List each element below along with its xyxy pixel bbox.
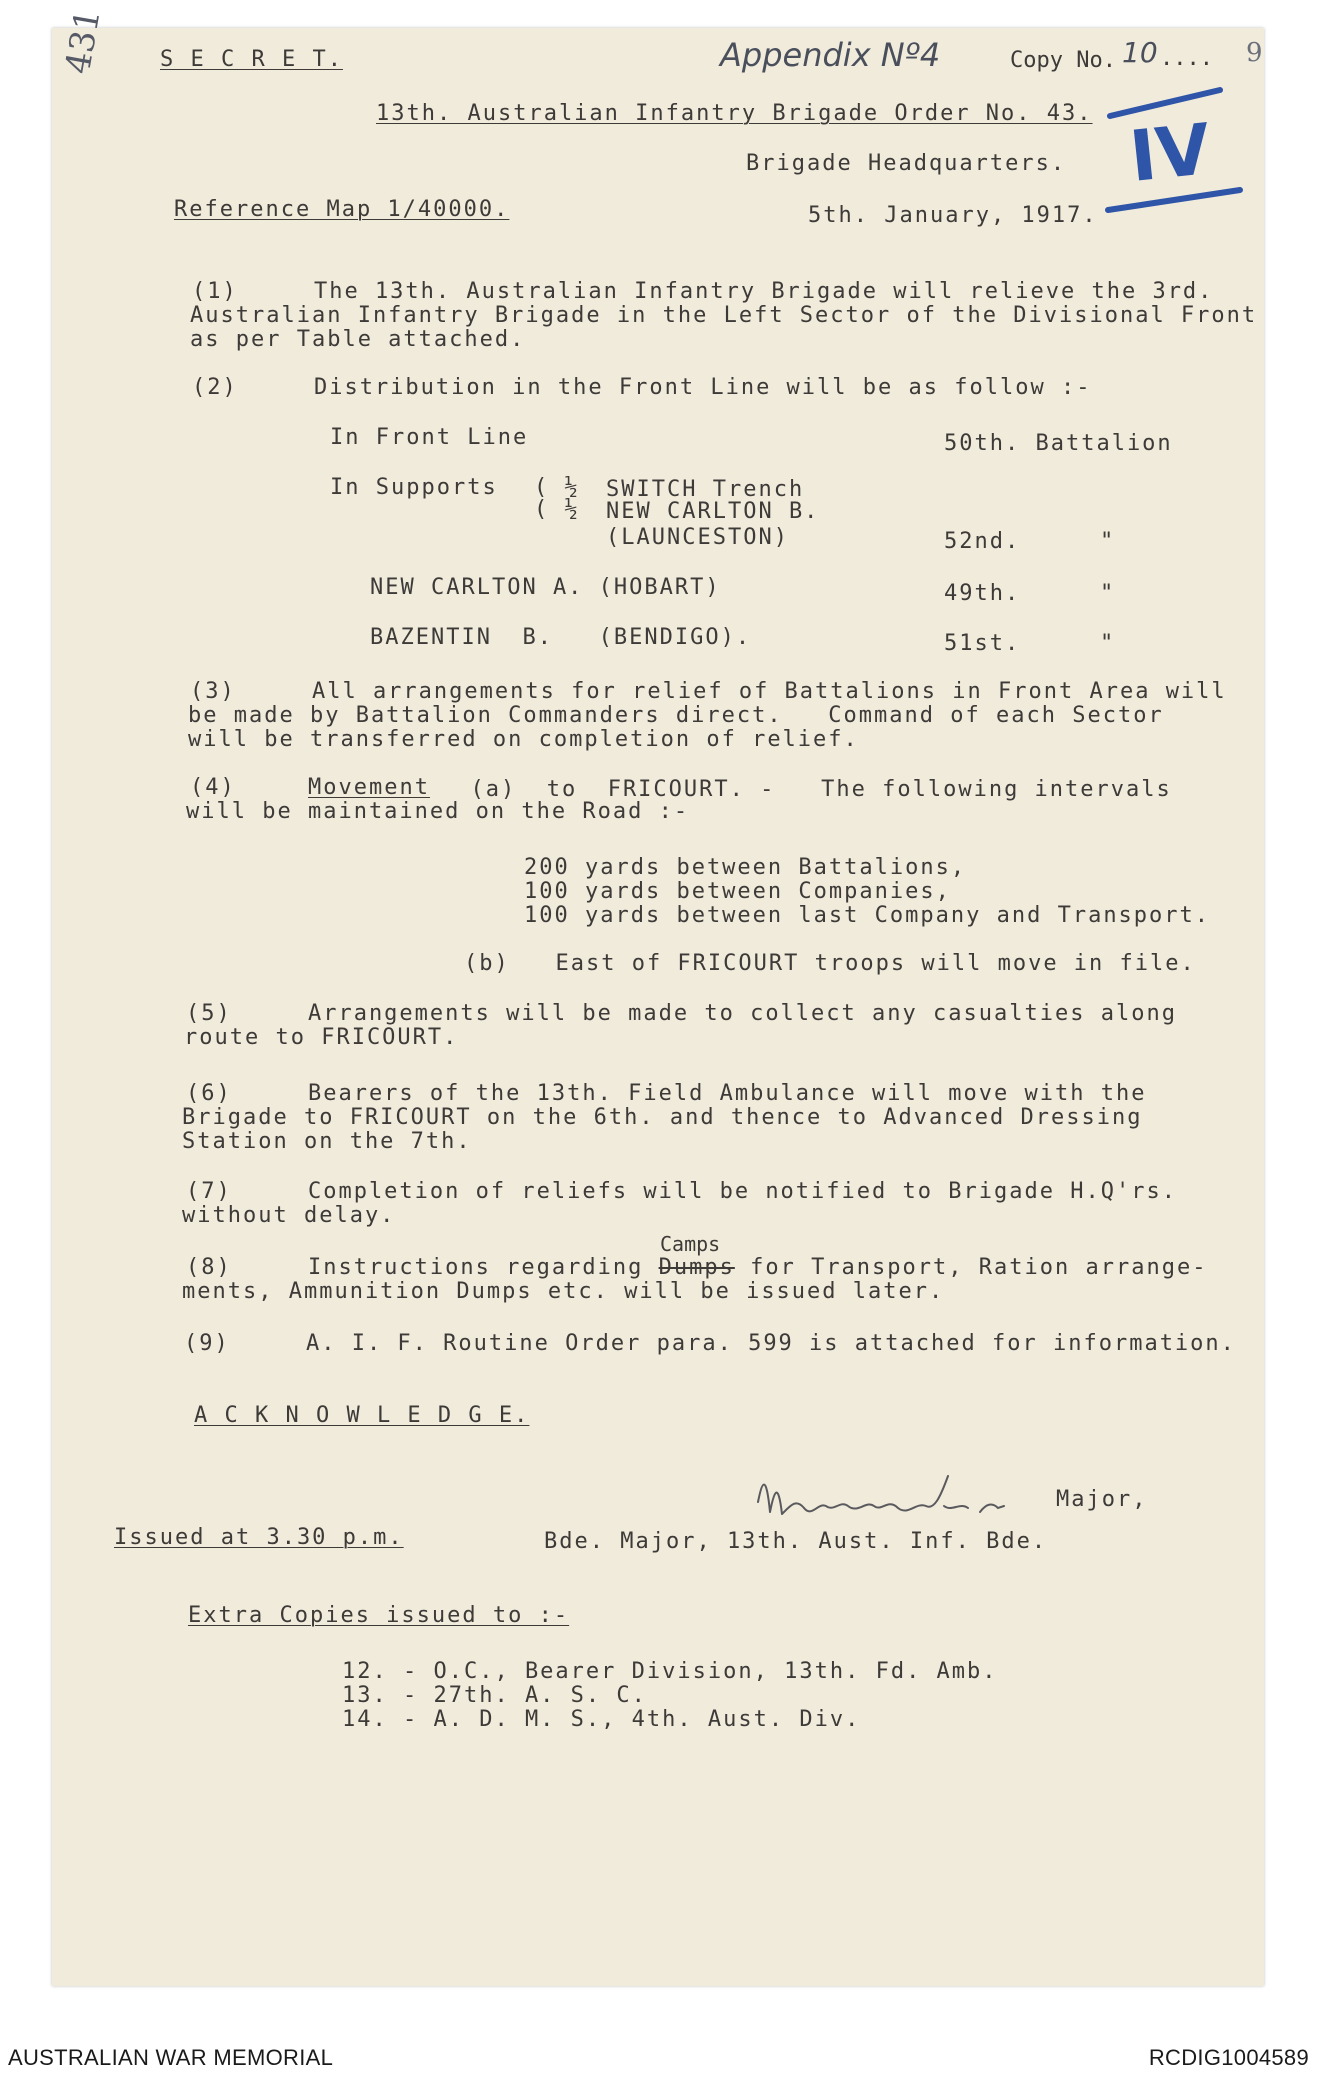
reference-map: Reference Map 1/40000. <box>174 197 510 222</box>
appendix-annotation: Appendix Nº4 <box>720 36 941 74</box>
supports-label: In Supports <box>330 475 498 500</box>
interval-battalions: 200 yards between Battalions, <box>524 855 967 880</box>
para-7-line-2: without delay. <box>182 1203 396 1228</box>
location: Brigade Headquarters. <box>746 151 1067 176</box>
para-6-line-2: Brigade to FRICOURT on the 6th. and thence to Advanced Dressing <box>182 1105 1143 1130</box>
bendigo-row-unit: 51st. <box>944 631 1021 656</box>
secret-heading: S E C R E T. <box>160 47 343 72</box>
supports-new-carlton-b: NEW CARLTON B. <box>606 499 820 524</box>
para-3-line-1: (3) All arrangements for relief of Battalions in Front Area will <box>190 679 1227 704</box>
para-8-text-b: for Transport, Ration arrange- <box>734 1255 1208 1280</box>
para-8-line-2: ments, Ammunition Dumps etc. will be issued later. <box>182 1279 945 1304</box>
extra-copy-13: 13. - 27th. A. S. C. <box>342 1683 647 1708</box>
para-4-sub-b: (b) East of FRICOURT troops will move in file. <box>464 951 1196 976</box>
front-line-unit: 50th. Battalion <box>944 431 1173 456</box>
ditto-mark: " <box>1100 581 1116 606</box>
front-line-label: In Front Line <box>330 425 529 450</box>
para-4-movement: Movement <box>308 775 430 800</box>
extra-copies-heading: Extra Copies issued to :- <box>188 1603 570 1628</box>
archive-footer-left: AUSTRALIAN WAR MEMORIAL <box>8 2045 334 2070</box>
folio-number: 9 <box>1246 38 1263 68</box>
para-6-line-1: (6) Bearers of the 13th. Field Ambulance will move with the <box>186 1081 1147 1106</box>
order-date: 5th. January, 1917. <box>808 203 1098 228</box>
hobart-row-unit: 49th. <box>944 581 1021 606</box>
copy-number: 10 <box>1122 36 1158 69</box>
extra-copy-14: 14. - A. D. M. S., 4th. Aust. Div. <box>342 1707 861 1732</box>
bendigo-row-label: BAZENTIN B. (BENDIGO). <box>370 625 752 650</box>
major-title: Major, <box>1056 1487 1148 1512</box>
supports-launceston: (LAUNCESTON) <box>606 525 789 550</box>
handwritten-correction: Camps <box>660 1232 721 1256</box>
para-3-line-3: will be transferred on completion of relief. <box>188 727 859 752</box>
para-4-number: (4) <box>190 775 236 800</box>
roman-four-annotation: IV <box>1125 108 1215 198</box>
ditto-mark: " <box>1100 529 1116 554</box>
interval-transport: 100 yards between last Company and Transport. <box>524 903 1211 928</box>
supports-switch-trench: SWITCH Trench <box>606 477 805 502</box>
struck-word: Dumps <box>658 1255 735 1280</box>
para-6-line-3: Station on the 7th. <box>182 1129 472 1154</box>
handwritten-signature <box>748 1462 1048 1532</box>
para-1-line-3: as per Table attached. <box>190 327 526 352</box>
supports-bracket-2: ( ½ <box>534 497 580 522</box>
ditto-mark: " <box>1100 631 1116 656</box>
para-8-line-1 <box>186 1256 1207 1279</box>
para-2-line-1: (2) Distribution in the Front Line will be as follow :- <box>192 375 1092 400</box>
archive-footer-right: RCDIG1004589 <box>1148 2045 1309 2070</box>
para-5-line-2: route to FRICOURT. <box>184 1025 459 1050</box>
para-4-line-2: will be maintained on the Road :- <box>186 799 690 824</box>
para-1-line-2: Australian Infantry Brigade in the Left Sector of the Divisional Front <box>190 303 1258 328</box>
para-3-line-2: be made by Battalion Commanders direct. Command of each Sector <box>188 703 1164 728</box>
signatory: Bde. Major, 13th. Aust. Inf. Bde. <box>544 1529 1048 1554</box>
copy-label: Copy No. <box>1010 48 1116 73</box>
acknowledge: A C K N O W L E D G E. <box>194 1403 530 1428</box>
hobart-row-label: NEW CARLTON A. (HOBART) <box>370 575 721 600</box>
para-8-text-a: (8) Instructions regarding <box>186 1255 659 1280</box>
para-5-line-1: (5) Arrangements will be made to collect any casualties along <box>186 1001 1177 1026</box>
para-9-line-1: (9) A. I. F. Routine Order para. 599 is attached for information. <box>184 1331 1236 1356</box>
issued-time: Issued at 3.30 p.m. <box>114 1525 404 1550</box>
copy-dots: .... <box>1160 46 1213 71</box>
para-7-line-1: (7) Completion of reliefs will be notified to Brigade H.Q'rs. <box>186 1179 1177 1204</box>
extra-copy-12: 12. - O.C., Bearer Division, 13th. Fd. Amb. <box>342 1659 998 1684</box>
side-page-number: 431 <box>58 6 109 77</box>
para-4-line-1: (a) to FRICOURT. - The following intervals <box>440 777 1172 802</box>
supports-unit: 52nd. <box>944 529 1021 554</box>
para-1-line-1: (1) The 13th. Australian Infantry Brigade will relieve the 3rd. <box>192 279 1214 304</box>
order-title: 13th. Australian Infantry Brigade Order No. 43. <box>376 101 1093 126</box>
supports-bracket-1: ( ½ <box>534 475 580 500</box>
interval-companies: 100 yards between Companies, <box>524 879 951 904</box>
